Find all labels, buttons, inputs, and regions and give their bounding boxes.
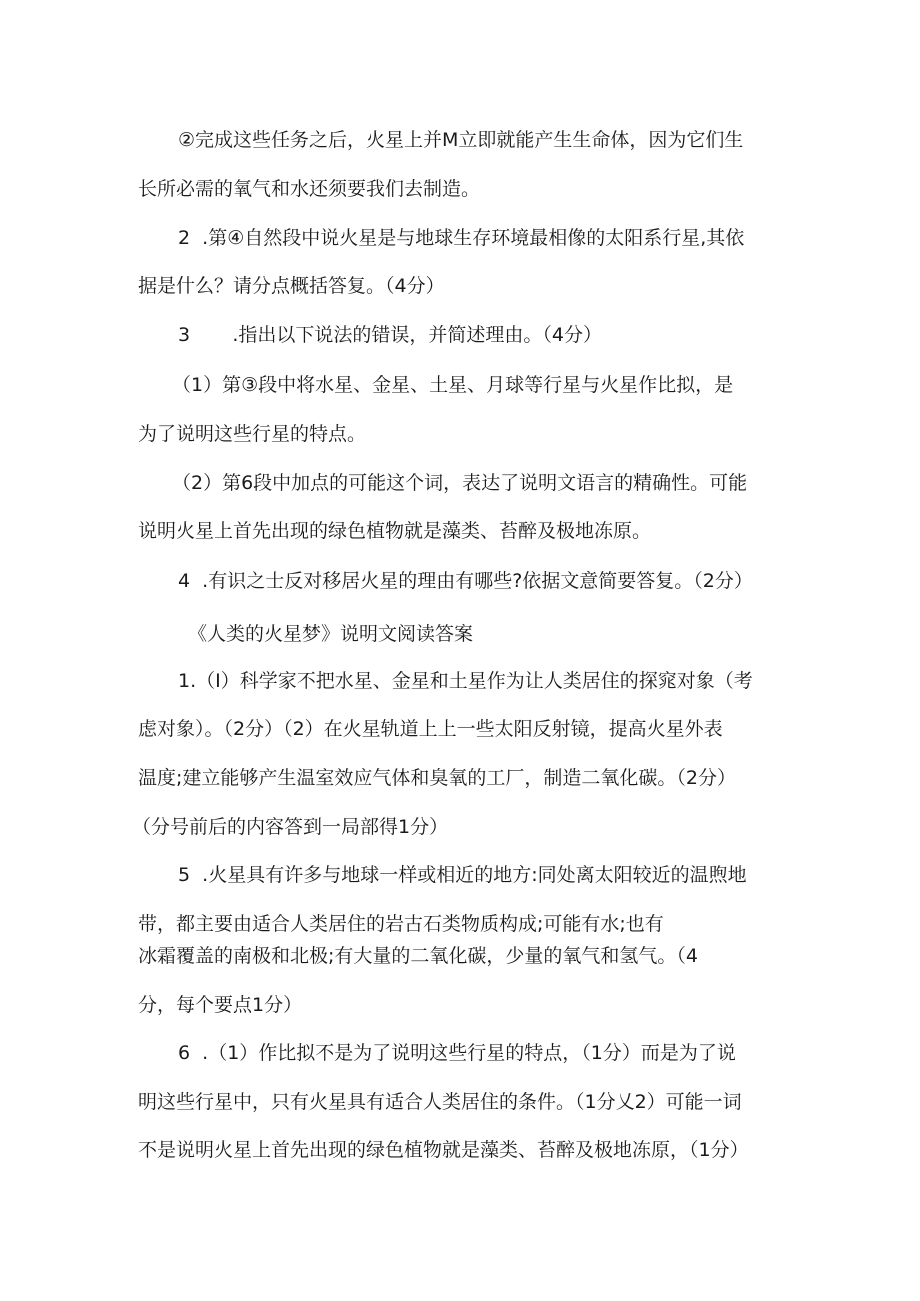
text-line: 带，都主要由适合人类居住的岩古石类物质构成;可能有水;也有 xyxy=(138,913,664,935)
text-line: 明这些行星中，只有火星具有适合人类居住的条件。（1分乂2）可能一词 xyxy=(138,1091,742,1113)
section-title: 《人类的火星梦》说明文阅读答案 xyxy=(188,623,474,645)
text-line: 冰霜覆盖的南极和北极;有大量的二氧化碳，少量的氧气和氢气。（4 xyxy=(138,945,698,967)
text-line: 6 .（1）作比拟不是为了说明这些行星的特点，（1分）而是为了说 xyxy=(178,1042,736,1064)
text-line: ②完成这些任务之后，火星上并M立即就能产生生命体，因为它们生 xyxy=(178,129,744,151)
text-line: 说明火星上首先出现的绿色植物就是藻类、苔醉及极地冻原。 xyxy=(138,520,652,542)
text-line: （分号前后的内容答到一局部得1分） xyxy=(132,816,449,838)
text-line: 不是说明火星上首先出现的绿色植物就是藻类、苔醉及极地冻原，（1分） xyxy=(138,1139,749,1161)
text-line: 4 .有识之士反对移居火星的理由有哪些?依据文意简要答复。（2分） xyxy=(178,570,753,592)
text-line: 为了说明这些行星的特点。 xyxy=(138,423,367,445)
text-line: （2）第6段中加点的可能这个词，表达了说明文语言的精确性。可能 xyxy=(172,472,748,494)
text-line: 据是什么？请分点概括答复。（4分） xyxy=(138,275,445,297)
text-line: 2 .第④自然段中说火星是与地球生存环境最相像的太阳系行星,其依 xyxy=(178,227,745,249)
text-line: 长所必需的氧气和水还须要我们去制造。 xyxy=(138,178,481,200)
text-line: 5 .火星具有许多与地球一样或相近的地方:同处离太阳较近的温煦地 xyxy=(178,864,747,886)
text-line: （1）第③段中将水星、金星、土星、月球等行星与火星作比拟，是 xyxy=(172,374,734,396)
text-line: 1.（I）科学家不把水星、金星和土星作为让人类居住的探窕对象（考 xyxy=(178,670,753,692)
text-line: 分，每个要点1分） xyxy=(138,994,303,1016)
text-line: 3 .指出以下说法的错误，并简述理由。（4分） xyxy=(178,324,602,346)
text-line: 温度;建立能够产生温室效应气体和臭氧的工厂，制造二氧化碳。（2分） xyxy=(138,767,736,789)
text-line: 虑对象）。（2分）（2）在火星轨道上上一些太阳反射镜，提高火星外表 xyxy=(138,718,723,740)
